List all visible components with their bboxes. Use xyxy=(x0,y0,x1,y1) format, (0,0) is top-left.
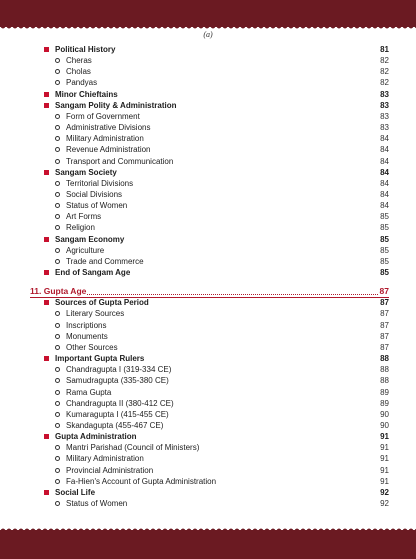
toc-subsection-entry[interactable] xyxy=(0,320,416,331)
circle-bullet-icon xyxy=(55,259,60,264)
entry-title: Religion xyxy=(66,223,95,233)
entry-page-number: 82 xyxy=(380,56,389,66)
toc-chapter-entry[interactable] xyxy=(0,286,416,297)
entry-title: Samudragupta (335-380 CE) xyxy=(66,376,169,386)
entry-title: 11. Gupta Age xyxy=(30,286,87,297)
entry-page-number: 84 xyxy=(380,189,389,199)
entry-page-number: 91 xyxy=(380,476,389,486)
circle-bullet-icon xyxy=(55,323,60,328)
entry-title: Kumaragupta I (415-455 CE) xyxy=(66,409,169,419)
entry-title: Sources of Gupta Period xyxy=(55,298,149,308)
entry-title: Gupta Administration xyxy=(55,432,137,442)
entry-title: Provincial Administration xyxy=(66,465,154,475)
entry-page-number: 82 xyxy=(380,78,389,88)
entry-page-number: 85 xyxy=(380,212,389,222)
entry-title: Fa-Hien's Account of Gupta Administration xyxy=(66,476,217,486)
entry-page-number: 85 xyxy=(380,234,389,244)
entry-page-number: 91 xyxy=(380,454,389,464)
entry-title: Administrative Divisions xyxy=(66,123,151,133)
toc-subsection-entry[interactable] xyxy=(0,342,416,353)
entry-title: Rama Gupta xyxy=(66,387,112,397)
circle-bullet-icon xyxy=(55,125,60,130)
entry-page-number: 88 xyxy=(380,365,389,375)
toc-subsection-entry[interactable] xyxy=(0,77,416,88)
entry-page-number: 91 xyxy=(380,432,389,442)
circle-bullet-icon xyxy=(55,69,60,74)
entry-page-number: 83 xyxy=(380,123,389,133)
entry-page-number: 84 xyxy=(380,145,389,155)
entry-title: Art Forms xyxy=(66,212,102,222)
toc-section-entry[interactable] xyxy=(0,234,416,245)
entry-title: Military Administration xyxy=(66,454,144,464)
entry-page-number: 84 xyxy=(380,134,389,144)
entry-page-number: 87 xyxy=(380,309,389,319)
circle-bullet-icon xyxy=(55,501,60,506)
entry-page-number: 88 xyxy=(380,354,389,364)
toc-section-entry[interactable] xyxy=(0,89,416,100)
toc-subsection-entry[interactable] xyxy=(0,189,416,200)
entry-title: Chandragupta II (380-412 CE) xyxy=(66,398,174,408)
circle-bullet-icon xyxy=(55,311,60,316)
entry-title: Status of Women xyxy=(66,499,128,508)
entry-title: Pandyas xyxy=(66,78,98,88)
toc-subsection-entry[interactable] xyxy=(0,133,416,144)
circle-bullet-icon xyxy=(55,468,60,473)
entry-title: Minor Chieftains xyxy=(55,89,118,99)
toc-subsection-entry[interactable] xyxy=(0,331,416,342)
circle-bullet-icon xyxy=(55,136,60,141)
circle-bullet-icon xyxy=(55,248,60,253)
entry-page-number: 83 xyxy=(380,89,389,99)
entry-title: Social Life xyxy=(55,487,96,497)
entry-page-number: 88 xyxy=(380,376,389,386)
toc-subsection-entry[interactable] xyxy=(0,453,416,464)
circle-bullet-icon xyxy=(55,334,60,339)
entry-title: Inscriptions xyxy=(66,320,107,330)
toc-subsection-entry[interactable] xyxy=(0,256,416,267)
entry-title: Sangam Economy xyxy=(55,234,125,244)
entry-page-number: 87 xyxy=(380,331,389,341)
entry-page-number: 91 xyxy=(380,465,389,475)
entry-title: End of Sangam Age xyxy=(55,268,131,277)
circle-bullet-icon xyxy=(55,80,60,85)
entry-page-number: 90 xyxy=(380,409,389,419)
toc-section-entry[interactable] xyxy=(0,44,416,55)
circle-bullet-icon xyxy=(55,203,60,208)
toc-subsection-entry[interactable] xyxy=(0,375,416,386)
entry-title: Important Gupta Rulers xyxy=(55,354,145,364)
toc-section-entry[interactable] xyxy=(0,487,416,498)
entry-page-number: 85 xyxy=(380,256,389,266)
entry-page-number: 87 xyxy=(380,342,389,352)
square-bullet-icon xyxy=(44,103,49,108)
entry-page-number: 83 xyxy=(380,111,389,121)
circle-bullet-icon xyxy=(55,378,60,383)
entry-title: Mantri Parishad (Council of Ministers) xyxy=(66,443,200,453)
square-bullet-icon xyxy=(44,434,49,439)
circle-bullet-icon xyxy=(55,479,60,484)
toc-subsection-entry[interactable] xyxy=(0,476,416,487)
circle-bullet-icon xyxy=(55,225,60,230)
entry-title: Social Divisions xyxy=(66,189,123,199)
toc-subsection-entry[interactable] xyxy=(0,398,416,409)
circle-bullet-icon xyxy=(55,401,60,406)
entry-title: Cheras xyxy=(66,56,92,66)
entry-title: Revenue Administration xyxy=(66,145,151,155)
entry-title: Sangam Polity & Administration xyxy=(55,100,177,110)
circle-bullet-icon xyxy=(55,214,60,219)
entry-title: Skandagupta (455-467 CE) xyxy=(66,420,164,430)
entry-page-number: 84 xyxy=(380,167,389,177)
entry-title: Territorial Divisions xyxy=(66,178,134,188)
entry-page-number: 90 xyxy=(380,420,389,430)
square-bullet-icon xyxy=(44,170,49,175)
entry-title: Agriculture xyxy=(66,245,105,255)
circle-bullet-icon xyxy=(55,367,60,372)
toc-subsection-entry[interactable] xyxy=(0,245,416,256)
circle-bullet-icon xyxy=(55,445,60,450)
square-bullet-icon xyxy=(44,356,49,361)
entry-title: Sangam Society xyxy=(55,167,117,177)
circle-bullet-icon xyxy=(55,456,60,461)
square-bullet-icon xyxy=(44,270,49,275)
toc-subsection-entry[interactable] xyxy=(0,200,416,211)
toc-subsection-entry[interactable] xyxy=(0,122,416,133)
toc-subsection-entry[interactable] xyxy=(0,178,416,189)
entry-title: Form of Government xyxy=(66,111,140,121)
square-bullet-icon xyxy=(44,490,49,495)
entry-page-number: 92 xyxy=(380,499,389,508)
toc-subsection-entry[interactable] xyxy=(0,442,416,453)
circle-bullet-icon xyxy=(55,181,60,186)
toc-subsection-entry[interactable] xyxy=(0,55,416,66)
circle-bullet-icon xyxy=(55,345,60,350)
circle-bullet-icon xyxy=(55,390,60,395)
entry-page-number: 84 xyxy=(380,178,389,188)
page-number: (a) xyxy=(203,30,213,39)
entry-page-number: 85 xyxy=(380,223,389,233)
toc-section-entry[interactable] xyxy=(0,431,416,442)
entry-page-number: 91 xyxy=(380,443,389,453)
entry-title: Other Sources xyxy=(66,342,118,352)
toc-subsection-entry[interactable] xyxy=(0,498,416,509)
entry-page-number: 89 xyxy=(380,387,389,397)
entry-page-number: 84 xyxy=(380,156,389,166)
toc-subsection-entry[interactable] xyxy=(0,465,416,476)
bottom-decorative-band xyxy=(0,530,416,559)
entry-page-number: 82 xyxy=(380,67,389,77)
toc-subsection-entry[interactable] xyxy=(0,222,416,233)
toc-subsection-entry[interactable] xyxy=(0,308,416,319)
square-bullet-icon xyxy=(44,47,49,52)
toc-section-entry[interactable] xyxy=(0,267,416,278)
circle-bullet-icon xyxy=(55,114,60,119)
square-bullet-icon xyxy=(44,300,49,305)
entry-page-number: 83 xyxy=(380,100,389,110)
square-bullet-icon xyxy=(44,237,49,242)
toc-subsection-entry[interactable] xyxy=(0,387,416,398)
toc-section-entry[interactable] xyxy=(0,167,416,178)
toc-section-entry[interactable] xyxy=(0,297,416,308)
toc-subsection-entry[interactable] xyxy=(0,420,416,431)
entry-title: Political History xyxy=(55,45,116,54)
entry-title: Transport and Communication xyxy=(66,156,174,166)
entry-title: Literary Sources xyxy=(66,309,125,319)
toc-subsection-entry[interactable] xyxy=(0,364,416,375)
toc-section-entry[interactable] xyxy=(0,100,416,111)
toc-subsection-entry[interactable] xyxy=(0,66,416,77)
circle-bullet-icon xyxy=(55,58,60,63)
circle-bullet-icon xyxy=(55,423,60,428)
toc-subsection-entry[interactable] xyxy=(0,409,416,420)
entry-page-number: 87 xyxy=(379,286,389,297)
entry-page-number: 81 xyxy=(380,45,389,54)
entry-title: Chandragupta I (319-334 CE) xyxy=(66,365,172,375)
entry-page-number: 87 xyxy=(380,298,389,308)
toc-section-entry[interactable] xyxy=(0,353,416,364)
circle-bullet-icon xyxy=(55,412,60,417)
entry-page-number: 92 xyxy=(380,487,389,497)
toc-subsection-entry[interactable] xyxy=(0,156,416,167)
entry-page-number: 85 xyxy=(380,268,389,277)
toc-subsection-entry[interactable] xyxy=(0,111,416,122)
circle-bullet-icon xyxy=(55,192,60,197)
entry-page-number: 89 xyxy=(380,398,389,408)
circle-bullet-icon xyxy=(55,147,60,152)
entry-title: Military Administration xyxy=(66,134,144,144)
circle-bullet-icon xyxy=(55,159,60,164)
entry-page-number: 85 xyxy=(380,245,389,255)
toc-subsection-entry[interactable] xyxy=(0,211,416,222)
entry-title: Status of Women xyxy=(66,201,128,211)
entry-page-number: 84 xyxy=(380,201,389,211)
entry-page-number: 87 xyxy=(380,320,389,330)
toc-subsection-entry[interactable] xyxy=(0,144,416,155)
square-bullet-icon xyxy=(44,92,49,97)
top-decorative-band xyxy=(0,0,416,27)
entry-title: Cholas xyxy=(66,67,91,77)
entry-title: Monuments xyxy=(66,331,108,341)
entry-title: Trade and Commerce xyxy=(66,256,144,266)
